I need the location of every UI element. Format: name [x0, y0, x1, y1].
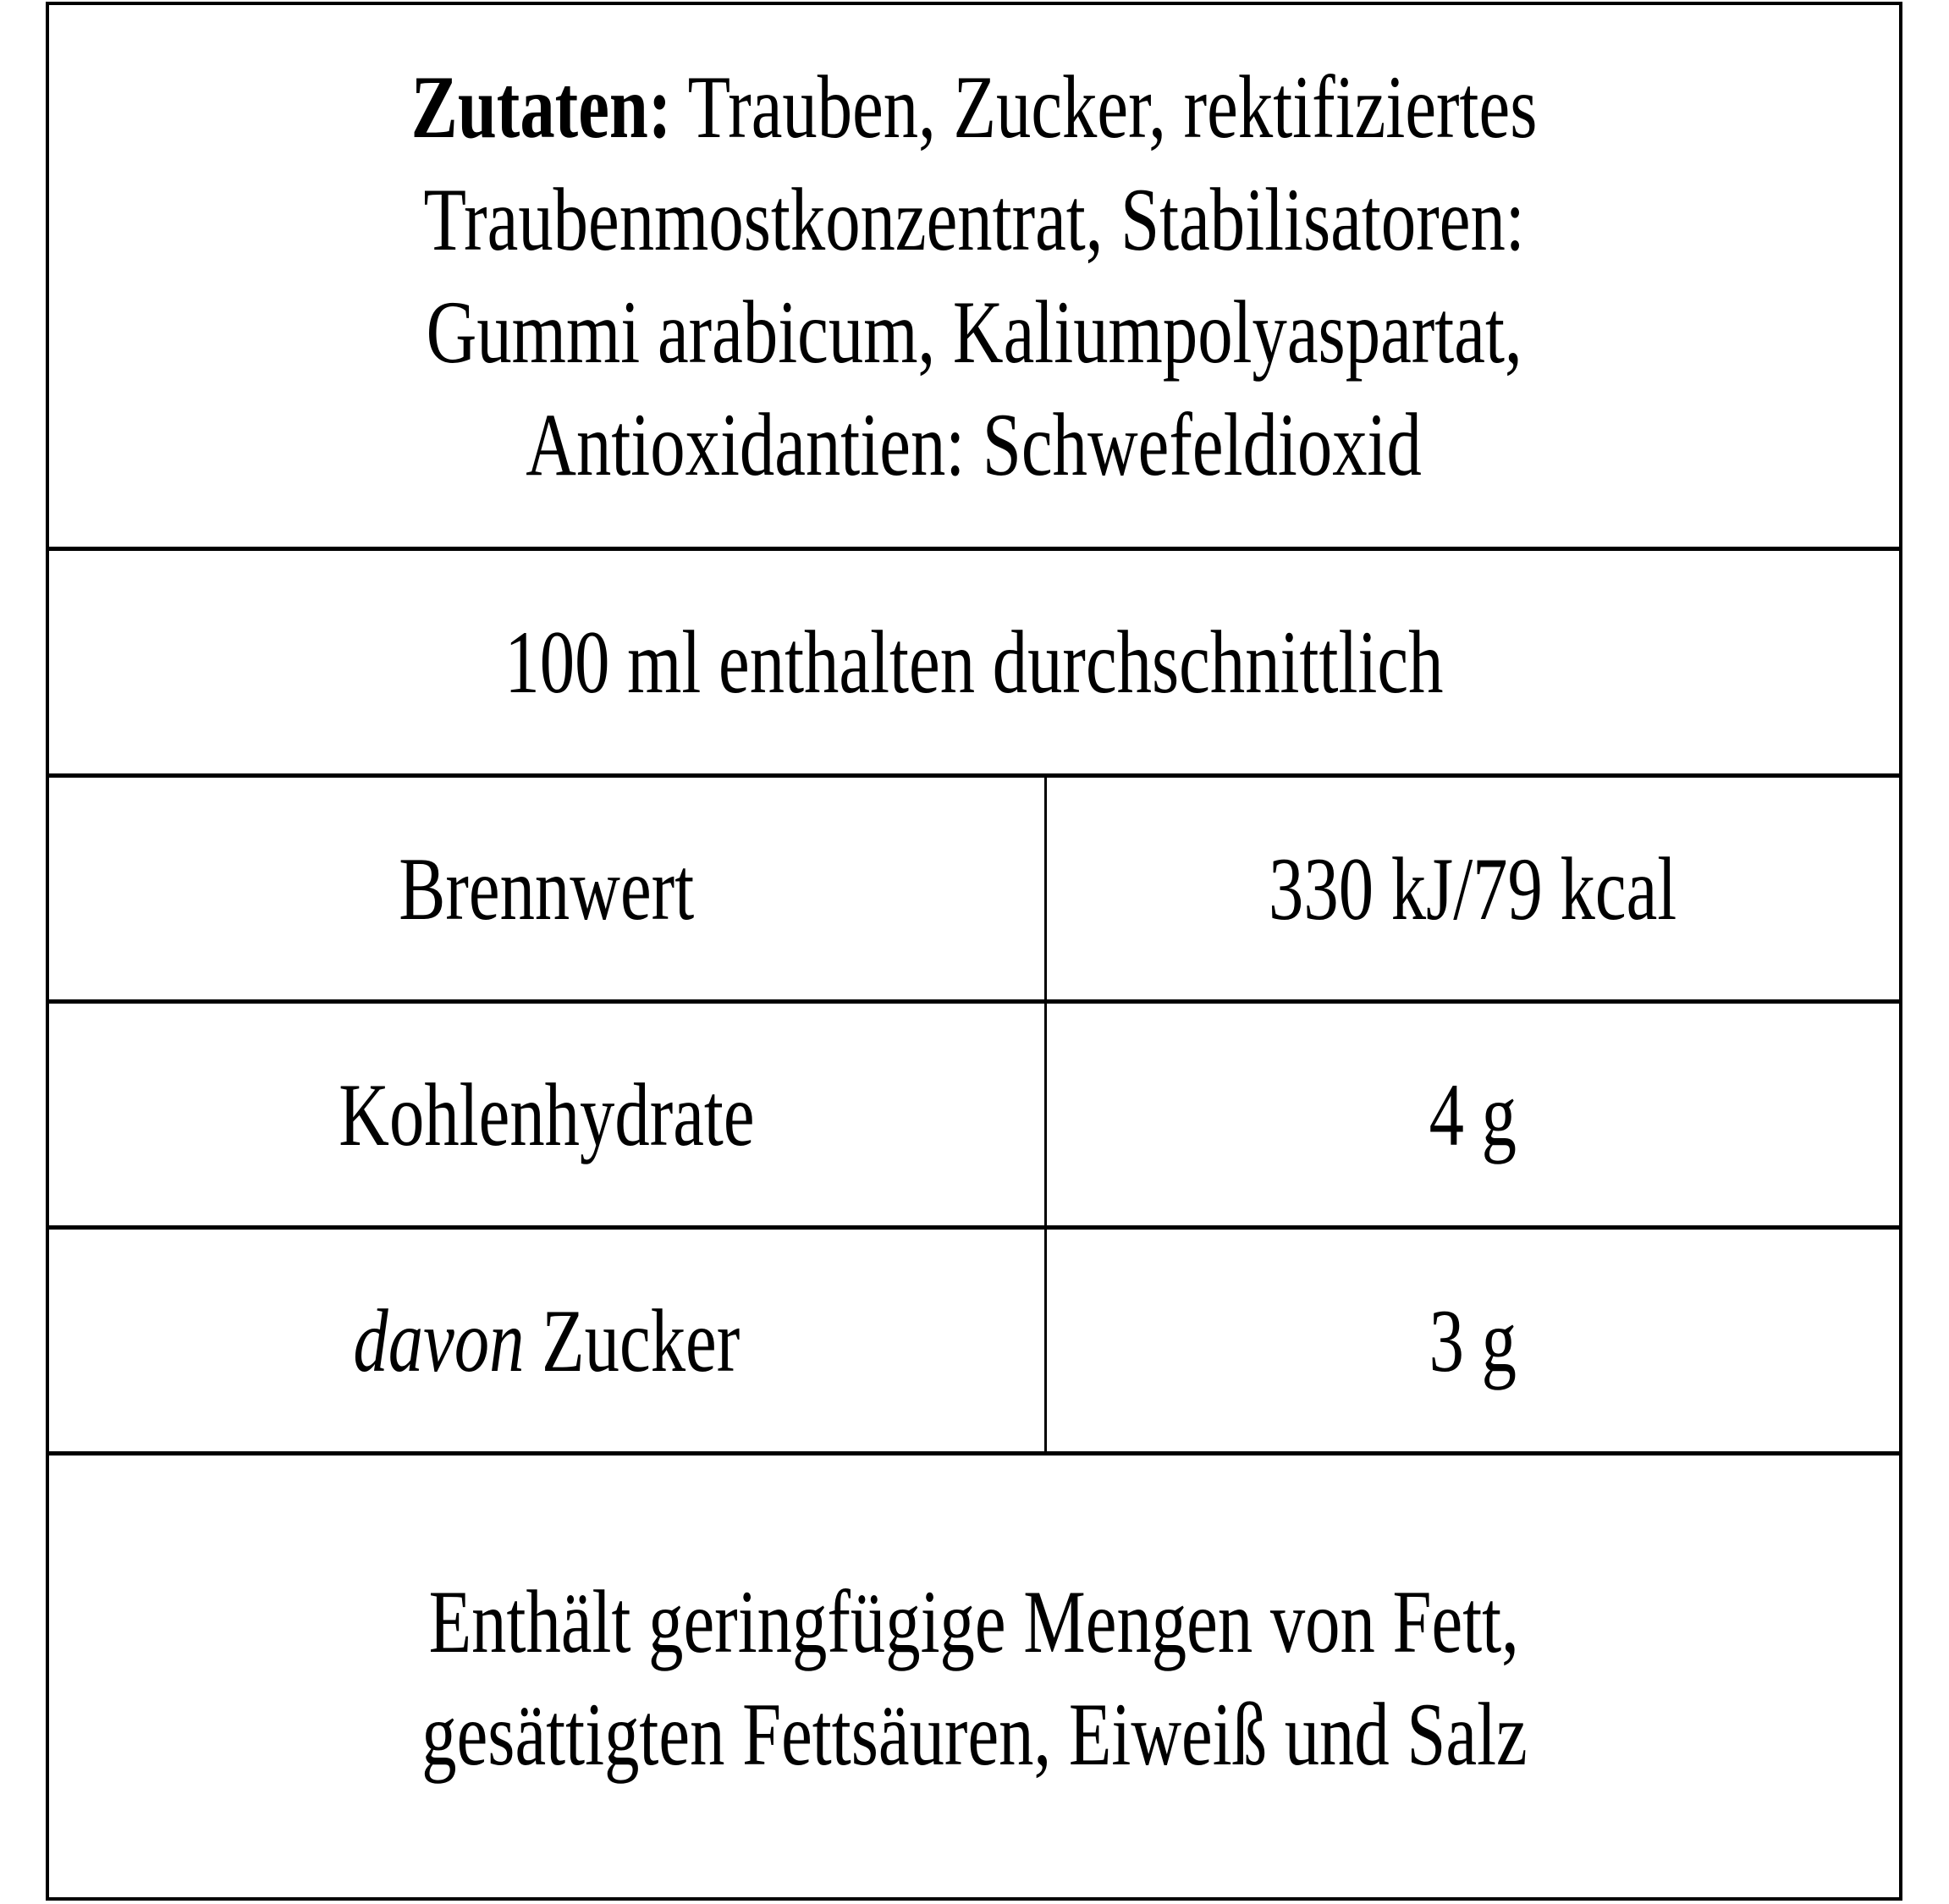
footnote-line-1: Enthält geringfügige Mengen von Fett, [428, 1572, 1520, 1671]
ingredients-line-1: Zutaten: Trauben, Zucker, rektifiziertes [410, 58, 1538, 157]
nutrient-label: davon Zucker [353, 1290, 741, 1390]
nutrition-label [46, 2, 1902, 1901]
nutrition-header: 100 ml enthalten durchschnittlich [504, 613, 1444, 712]
footnote-line-2: gesättigten Fettsäuren, Eiweiß und Salz [421, 1685, 1528, 1784]
nutrition-row-carbs [49, 1004, 1899, 1230]
ingredients-cell [49, 5, 1899, 547]
nutrition-row-sugar [49, 1230, 1899, 1456]
nutrition-row-energy [49, 778, 1899, 1004]
nutrient-value: 330 kJ/79 kcal [1269, 839, 1677, 938]
ingredients-heading: Zutaten: [410, 58, 672, 157]
nutrition-header-row [49, 551, 1899, 778]
nutrient-label-prefix: davon [353, 1290, 525, 1390]
ingredients-line-2: Traubenmostkonzentrat, Stabilisatoren: [423, 170, 1525, 269]
ingredients-row [49, 5, 1899, 551]
ingredients-line-4: Antioxidantien: Schwefeldioxid [526, 395, 1423, 494]
nutrient-label: Kohlenhydrate [339, 1065, 755, 1164]
nutrient-value: 3 g [1429, 1290, 1517, 1390]
nutrient-label: Brennwert [399, 839, 695, 938]
nutrient-value: 4 g [1429, 1065, 1517, 1164]
ingredients-line-3: Gummi arabicum, Kaliumpolyaspartat, [426, 283, 1522, 382]
footnote-row [49, 1456, 1899, 1901]
